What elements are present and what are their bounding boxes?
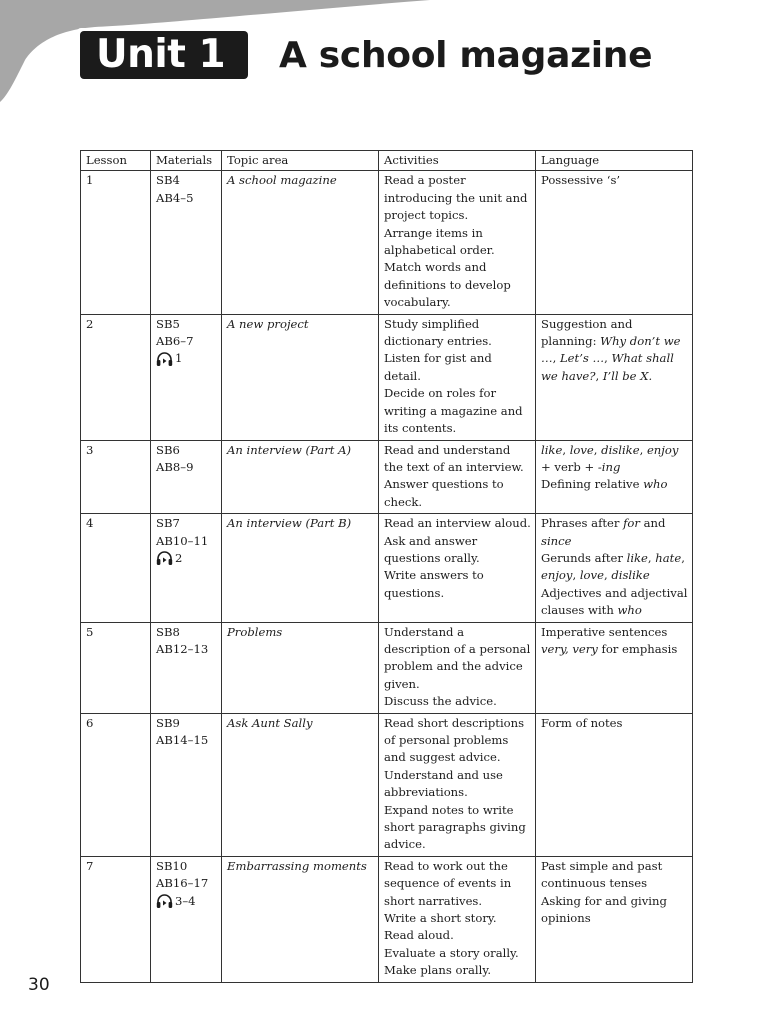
language-text: Defining relative <box>541 477 644 492</box>
materials-cell <box>151 856 222 982</box>
materials-item: SB7 <box>156 516 180 531</box>
language-item <box>541 476 688 493</box>
language-text: What shall we have? <box>541 351 674 383</box>
page-number: 30 <box>28 975 50 995</box>
audio-track <box>156 893 217 910</box>
audio-track-number: 1 <box>175 351 183 366</box>
materials-item: SB4 <box>156 173 180 188</box>
language-text: , <box>562 442 570 457</box>
column-header-topic-area: Topic area <box>222 151 379 171</box>
table-row <box>81 171 693 314</box>
language-text: like <box>541 442 563 457</box>
language-text: for emphasis <box>597 641 678 656</box>
materials-item: AB4–5 <box>156 190 194 205</box>
language-text: Phrases after <box>541 516 624 531</box>
language-text: dislike <box>611 568 650 583</box>
table-row <box>81 856 693 982</box>
language-text: Past simple and past continuous tenses <box>541 858 663 891</box>
topic-cell: An interview (Part A) <box>222 440 379 514</box>
audio-track <box>156 550 217 567</box>
activity-item: Read to work out the sequence of events in short narratives. <box>384 858 512 908</box>
language-cell <box>536 514 693 622</box>
materials-cell <box>151 440 222 514</box>
activities-cell <box>379 171 536 314</box>
column-header-lesson: Lesson <box>81 151 151 171</box>
language-item <box>541 442 688 477</box>
activity-item: Understand a description of a personal problem and the advice given. <box>384 624 531 691</box>
materials-item: SB8 <box>156 624 180 639</box>
topic-cell: Ask Aunt Sally <box>222 713 379 856</box>
activity-item: Discuss the advice. <box>384 694 497 709</box>
language-text: , <box>552 351 560 366</box>
audio-track-number: 3–4 <box>175 893 196 908</box>
materials-item: SB6 <box>156 442 180 457</box>
language-text: I’ll be X. <box>602 368 653 383</box>
column-header-language: Language <box>536 151 693 171</box>
audio-track-number: 2 <box>175 550 183 565</box>
language-text: very, very <box>541 641 598 656</box>
language-cell <box>536 856 693 982</box>
language-text: , <box>639 442 647 457</box>
language-cell <box>536 713 693 856</box>
topic-cell: A school magazine <box>222 171 379 314</box>
table-row <box>81 713 693 856</box>
lesson-cell: 6 <box>81 713 151 856</box>
language-text: love <box>579 568 604 583</box>
activity-item: Decide on roles for writing a magazine and its contents. <box>384 386 523 436</box>
language-item <box>541 172 688 189</box>
materials-item: SB10 <box>156 858 188 873</box>
page-title: A school magazine <box>279 35 653 76</box>
language-text: for <box>623 516 640 531</box>
language-item <box>541 641 688 658</box>
lesson-cell: 1 <box>81 171 151 314</box>
language-item <box>541 550 688 585</box>
language-text: , <box>593 442 602 457</box>
materials-item: AB6–7 <box>156 334 194 349</box>
language-text: Imperative sentences <box>541 624 668 639</box>
language-text: , <box>572 568 580 583</box>
activity-item: Answer questions to check. <box>384 477 504 509</box>
lesson-cell: 5 <box>81 622 151 713</box>
activity-item: Write a short story. <box>384 911 497 926</box>
language-item <box>541 624 688 641</box>
language-item <box>541 715 688 732</box>
activity-item: Listen for gist and detail. <box>384 351 492 383</box>
activities-cell <box>379 713 536 856</box>
materials-cell <box>151 314 222 440</box>
language-text: enjoy <box>646 442 679 457</box>
materials-item: AB14–15 <box>156 733 209 747</box>
language-text: Let’s … <box>559 351 605 366</box>
language-item <box>541 515 688 550</box>
activity-item: Understand and use abbreviations. <box>384 767 503 800</box>
language-cell <box>536 171 693 314</box>
language-text: like <box>626 550 648 565</box>
topic-cell: An interview (Part B) <box>222 514 379 622</box>
materials-cell <box>151 622 222 713</box>
materials-cell <box>151 171 222 314</box>
materials-item: AB8–9 <box>156 459 194 474</box>
language-text: Suggestion and planning: <box>541 316 633 349</box>
materials-item: SB5 <box>156 316 180 331</box>
materials-item: SB9 <box>156 715 180 730</box>
lesson-cell: 2 <box>81 314 151 440</box>
table-row <box>81 514 693 622</box>
activity-item: Read a poster introducing the unit and project topics. <box>384 173 528 223</box>
language-item <box>541 858 688 893</box>
language-text: and <box>639 516 666 531</box>
language-text: , <box>603 568 612 583</box>
language-text: -ing <box>597 459 621 474</box>
language-text: Adjectives and adjectival clauses with <box>541 585 688 618</box>
language-text: who <box>643 477 668 492</box>
language-item <box>541 585 688 620</box>
lesson-plan-table <box>80 150 693 983</box>
language-text: Form of notes <box>541 715 623 730</box>
activities-cell <box>379 314 536 440</box>
activities-cell <box>379 440 536 514</box>
activity-item: Study simplified dictionary entries. <box>384 316 492 349</box>
language-text: , <box>681 550 685 565</box>
activity-item: Read and understand the text of an interview. <box>384 442 524 474</box>
activity-item: Write answers to questions. <box>384 568 484 600</box>
activity-item: Ask and answer questions orally. <box>384 533 480 565</box>
activity-item: Arrange items in alphabetical order. <box>384 225 495 258</box>
headset-icon <box>156 551 173 566</box>
activity-item: Read an interview aloud. <box>384 516 531 531</box>
language-text: , <box>604 351 612 366</box>
topic-cell: A new project <box>222 314 379 440</box>
column-header-materials: Materials <box>151 151 222 171</box>
activity-item: Read aloud. <box>384 928 454 943</box>
activity-item: Evaluate a story orally. <box>384 945 519 960</box>
materials-cell <box>151 713 222 856</box>
materials-item: AB12–13 <box>156 641 209 656</box>
activity-item: Make plans orally. <box>384 963 492 978</box>
activity-item: Read short descriptions of personal problems and suggest advice. <box>384 715 525 765</box>
language-text: Gerunds after <box>541 550 627 565</box>
language-cell <box>536 440 693 514</box>
language-cell <box>536 622 693 713</box>
audio-track <box>156 350 217 367</box>
materials-item: AB16–17 <box>156 876 209 891</box>
language-text: Possessive ‘s’ <box>541 173 621 188</box>
table-row <box>81 314 693 440</box>
table-row <box>81 440 693 514</box>
lesson-cell: 7 <box>81 856 151 982</box>
language-text: since <box>541 533 572 548</box>
language-text: who <box>617 603 642 618</box>
materials-item: AB10–11 <box>156 533 209 548</box>
language-text: enjoy <box>541 568 573 583</box>
headset-icon <box>156 894 173 909</box>
lesson-cell: 3 <box>81 440 151 514</box>
headset-icon <box>156 352 173 367</box>
language-text: , <box>595 368 603 383</box>
language-text: , <box>647 550 656 565</box>
language-text: Why don’t we … <box>541 334 681 366</box>
topic-cell: Embarrassing moments <box>222 856 379 982</box>
language-cell <box>536 314 693 440</box>
activities-cell <box>379 514 536 622</box>
language-text: love <box>569 442 594 457</box>
activity-item: Expand notes to write short paragraphs giving advice. <box>384 802 526 852</box>
column-header-activities: Activities <box>379 151 536 171</box>
table-row <box>81 622 693 713</box>
lesson-cell: 4 <box>81 514 151 622</box>
language-text: + verb + <box>541 459 598 474</box>
language-text: dislike <box>601 442 640 457</box>
activity-item: Match words and definitions to develop vocabulary. <box>384 260 511 310</box>
table-header-row <box>81 151 693 171</box>
topic-cell: Problems <box>222 622 379 713</box>
language-text: hate <box>655 550 682 565</box>
language-text: Asking for and giving opinions <box>541 893 667 926</box>
language-item <box>541 893 688 928</box>
activities-cell <box>379 856 536 982</box>
unit-label: Unit 1 <box>80 31 248 79</box>
language-item <box>541 316 688 386</box>
activities-cell <box>379 622 536 713</box>
materials-cell <box>151 514 222 622</box>
